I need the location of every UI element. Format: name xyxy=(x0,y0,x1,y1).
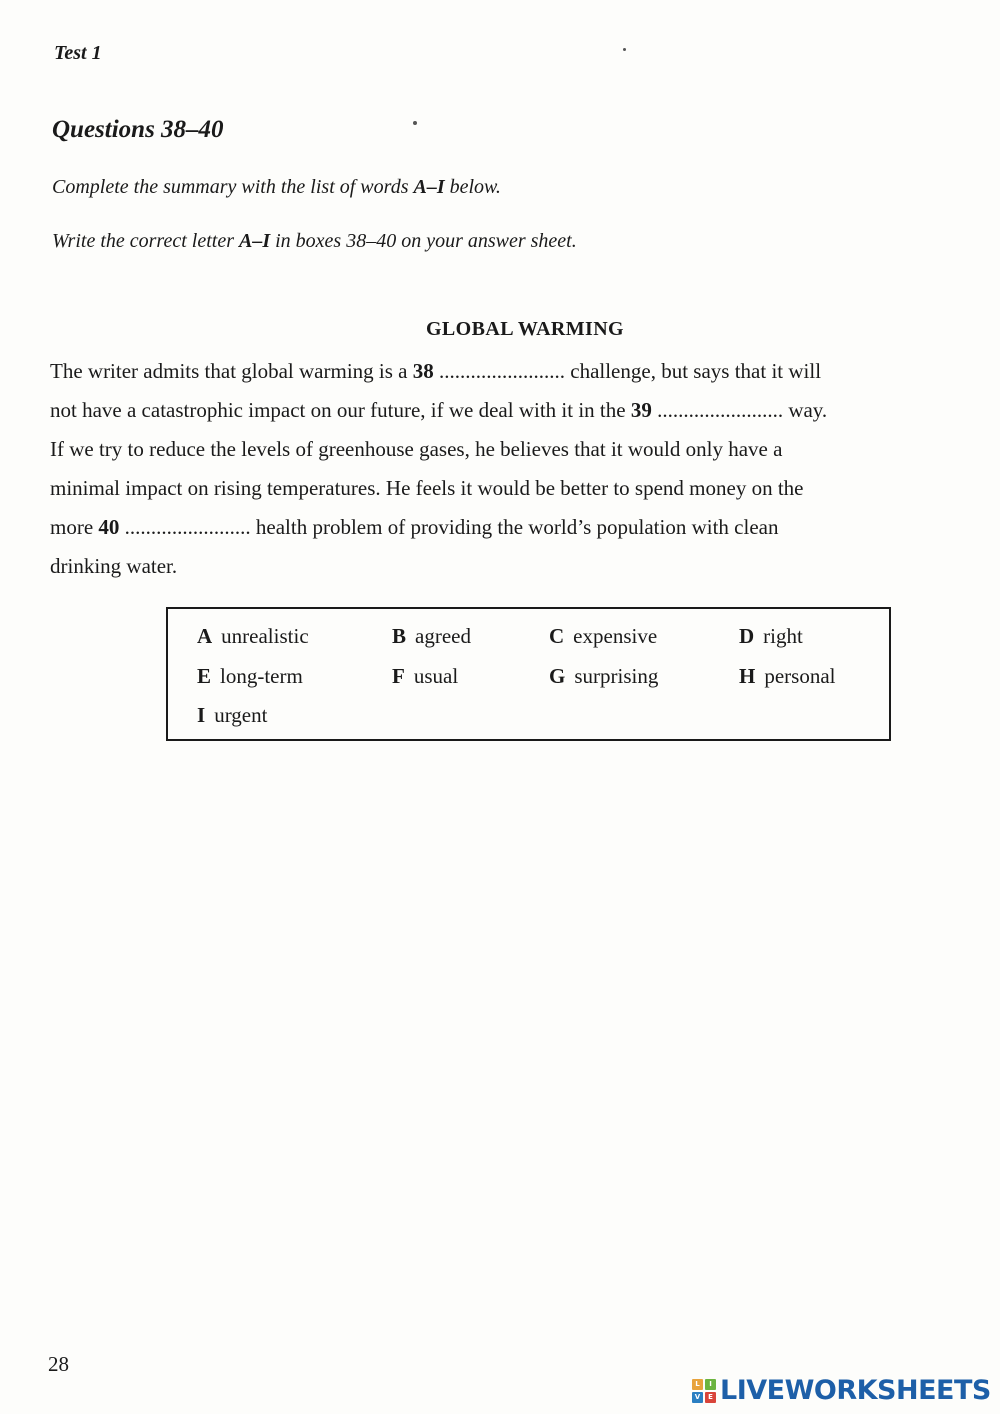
logo-cell-v: V xyxy=(692,1392,703,1403)
option-a: A unrealistic xyxy=(197,624,309,648)
option-e: E long-term xyxy=(197,664,303,688)
scan-speck xyxy=(413,121,417,125)
option-f: F usual xyxy=(392,664,459,688)
summary-line: minimal impact on rising temperatures. He feels it would be better to spend money on the xyxy=(50,476,804,500)
logo-cell-e: E xyxy=(705,1392,716,1403)
liveworksheets-logo[interactable] xyxy=(692,1375,991,1406)
instruction-write-letter: Write the correct letter A–I in boxes 38–40 on your answer sheet. xyxy=(52,230,577,252)
logo-cell-l: L xyxy=(692,1379,703,1390)
summary-line: more 40 ........................ health problem of providing the world’s population with clean xyxy=(50,515,779,539)
liveworksheets-wordmark: LIVEWORKSHEETS xyxy=(720,1375,991,1406)
option-d: D right xyxy=(739,624,803,648)
option-c: C expensive xyxy=(549,624,658,648)
gap-number-40: 40 xyxy=(98,515,120,539)
summary-line: If we try to reduce the levels of greenhouse gases, he believes that it would only have a xyxy=(50,437,783,461)
logo-cell-i: I xyxy=(705,1379,716,1390)
option-g: G surprising xyxy=(549,664,659,688)
summary-line: not have a catastrophic impact on our future, if we deal with it in the 39 ........................ way. xyxy=(50,398,828,422)
summary-title: GLOBAL WARMING xyxy=(425,318,625,340)
liveworksheets-grid-icon xyxy=(692,1379,716,1403)
summary-line: The writer admits that global warming is a 38 ........................ challenge, but says that it will xyxy=(50,359,822,383)
gap-number-39: 39 xyxy=(630,398,652,422)
instruction-complete-summary: Complete the summary with the list of words A–I below. xyxy=(52,176,501,198)
questions-heading: Questions 38–40 xyxy=(52,116,224,143)
option-b: B agreed xyxy=(392,624,471,648)
scan-speck xyxy=(623,48,626,51)
option-i: I urgent xyxy=(197,703,268,727)
option-h: H personal xyxy=(739,664,836,688)
test-label: Test 1 xyxy=(54,42,102,64)
page-number: 28 xyxy=(48,1352,69,1376)
summary-line: drinking water. xyxy=(50,554,178,578)
gap-number-38: 38 xyxy=(412,359,434,383)
